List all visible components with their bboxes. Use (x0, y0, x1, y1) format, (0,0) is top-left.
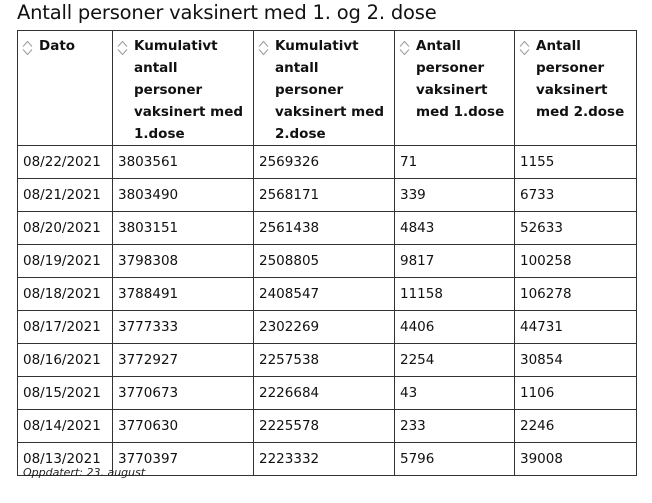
table-row (18, 245, 637, 278)
cumulative-dose-1-cell: 3803561 (113, 146, 254, 179)
table-row (18, 146, 637, 179)
daily-dose-1-cell: 233 (395, 410, 515, 443)
daily-dose-1-cell: 4843 (395, 212, 515, 245)
daily-dose-2-cell: 6733 (515, 179, 637, 212)
daily-dose-1-cell: 43 (395, 377, 515, 410)
date-cell: 08/21/2021 (18, 179, 113, 212)
sort-icon[interactable] (399, 40, 410, 123)
column-header-label: Dato (39, 38, 76, 54)
column-header-label: Kumulativt antall personer vaksinert med 1.dose (134, 38, 244, 142)
sort-icon[interactable] (519, 40, 530, 123)
table-row (18, 278, 637, 311)
column-header-label: Kumulativt antall personer vaksinert med 2.dose (275, 38, 385, 142)
column-header-dato[interactable] (18, 31, 113, 146)
date-cell: 08/18/2021 (18, 278, 113, 311)
daily-dose-1-cell: 71 (395, 146, 515, 179)
daily-dose-1-cell: 9817 (395, 245, 515, 278)
date-cell: 08/13/2021 (18, 443, 113, 476)
cumulative-dose-1-cell: 3770673 (113, 377, 254, 410)
cumulative-dose-1-cell: 3803151 (113, 212, 254, 245)
sort-icon[interactable] (258, 40, 269, 145)
cumulative-dose-2-cell: 2225578 (254, 410, 395, 443)
column-header-cumulative-dose-1[interactable] (113, 31, 254, 146)
cumulative-dose-2-cell: 2257538 (254, 344, 395, 377)
daily-dose-2-cell: 106278 (515, 278, 637, 311)
cumulative-dose-2-cell: 2569326 (254, 146, 395, 179)
sort-icon[interactable] (117, 40, 128, 145)
daily-dose-2-cell: 2246 (515, 410, 637, 443)
updated-note: Oppdatert: 23. august (23, 466, 146, 479)
table-row (18, 311, 637, 344)
daily-dose-1-cell: 5796 (395, 443, 515, 476)
column-header-daily-dose-1[interactable] (395, 31, 515, 146)
column-header-daily-dose-2[interactable] (515, 31, 637, 146)
daily-dose-2-cell: 44731 (515, 311, 637, 344)
cumulative-dose-1-cell: 3798308 (113, 245, 254, 278)
vaccination-table (17, 30, 637, 476)
cumulative-dose-1-cell: 3803490 (113, 179, 254, 212)
daily-dose-1-cell: 4406 (395, 311, 515, 344)
table-row (18, 212, 637, 245)
table-row (18, 377, 637, 410)
daily-dose-1-cell: 339 (395, 179, 515, 212)
table-title: Antall personer vaksinert med 1. og 2. dose (17, 1, 437, 24)
cumulative-dose-1-cell: 3777333 (113, 311, 254, 344)
cumulative-dose-2-cell: 2408547 (254, 278, 395, 311)
column-header-cumulative-dose-2[interactable] (254, 31, 395, 146)
date-cell: 08/22/2021 (18, 146, 113, 179)
date-cell: 08/14/2021 (18, 410, 113, 443)
daily-dose-1-cell: 2254 (395, 344, 515, 377)
cumulative-dose-2-cell: 2508805 (254, 245, 395, 278)
cumulative-dose-1-cell: 3772927 (113, 344, 254, 377)
daily-dose-2-cell: 39008 (515, 443, 637, 476)
cumulative-dose-2-cell: 2568171 (254, 179, 395, 212)
cumulative-dose-1-cell: 3770630 (113, 410, 254, 443)
table-row (18, 344, 637, 377)
daily-dose-2-cell: 100258 (515, 245, 637, 278)
date-cell: 08/15/2021 (18, 377, 113, 410)
daily-dose-2-cell: 30854 (515, 344, 637, 377)
daily-dose-1-cell: 11158 (395, 278, 515, 311)
cumulative-dose-1-cell: 3770397 (113, 443, 254, 476)
cumulative-dose-1-cell: 3788491 (113, 278, 254, 311)
table-body (18, 146, 637, 476)
cumulative-dose-2-cell: 2226684 (254, 377, 395, 410)
cumulative-dose-2-cell: 2302269 (254, 311, 395, 344)
cumulative-dose-2-cell: 2561438 (254, 212, 395, 245)
sort-icon[interactable] (22, 40, 33, 57)
daily-dose-2-cell: 1106 (515, 377, 637, 410)
date-cell: 08/19/2021 (18, 245, 113, 278)
cumulative-dose-2-cell: 2223332 (254, 443, 395, 476)
column-header-label: Antall personer vaksinert med 2.dose (536, 38, 625, 120)
table-header-row (18, 31, 637, 146)
date-cell: 08/17/2021 (18, 311, 113, 344)
daily-dose-2-cell: 52633 (515, 212, 637, 245)
date-cell: 08/20/2021 (18, 212, 113, 245)
daily-dose-2-cell: 1155 (515, 146, 637, 179)
column-header-label: Antall personer vaksinert med 1.dose (416, 38, 505, 120)
table-row (18, 410, 637, 443)
table-row (18, 179, 637, 212)
date-cell: 08/16/2021 (18, 344, 113, 377)
